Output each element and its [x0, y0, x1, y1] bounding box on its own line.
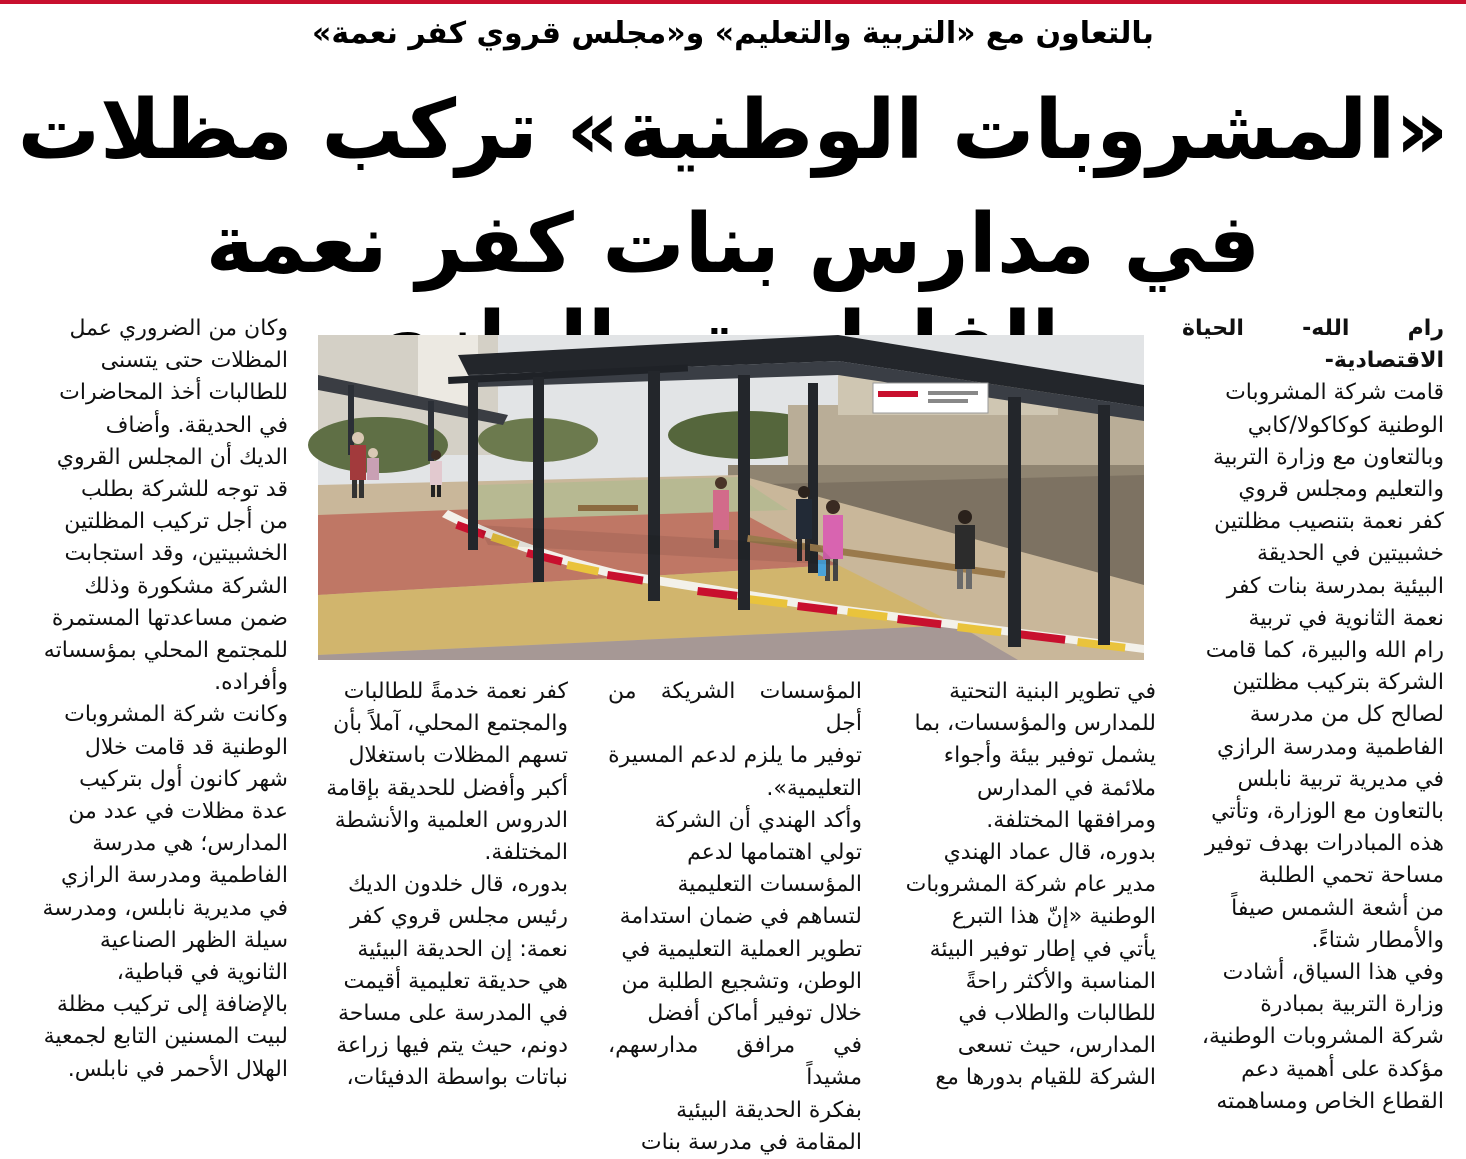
article-column-1 [1182, 313, 1444, 1114]
article-column-2 [902, 676, 1156, 1098]
column-3-text: المؤسسات الشريكة من أجل توفير ما يلزم لدعم المسيرة التعليمية». وأكد الهندي أن الشركة تولي اهتمامها لدعم المؤسسات التعليمية لتساهم في ضمان استدامة تطوير العملية التعليمية في الوطن، وتشجيع الطلبة من خلال توفير أماكن أفضل في مرافق مدارسهم، مشيداً بفكرة الحديقة البيئية المقامة في مدرسة بنات [608, 679, 862, 1155]
column-2-text: في تطوير البنية التحتية للمدارس والمؤسسات، بما يشمل توفير بيئة وأجواء ملائمة في المدارس ومرافقها المختلفة. بدوره، قال عماد الهندي مدير عام شركة المشروبات الوطنية «إنّ هذا التبرع يأتي في إطار توفير البيئة المناسبة والأكثر راحةً للطالبات والطلاب في المدارس، حيث تسعى الشركة للقيام بدورها مع [905, 679, 1156, 1091]
byline: رام الله- الحياة الاقتصادية- [1182, 316, 1444, 374]
article-kicker: بالتعاون مع «التربية والتعليم» و«مجلس قروي كفر نعمة» [312, 16, 1154, 51]
headline-line-2: في مدارس بنات كفر نعمة [205, 197, 1261, 292]
article-column-5 [30, 313, 288, 1098]
article-column-4 [318, 676, 568, 1098]
headline-line-1: «المشروبات الوطنية» تركب مظلات [17, 83, 1449, 178]
column-5-text: وكان من الضروري عمل المظلات حتى يتسنى للطالبات أخذ المحاضرات في الحديقة. وأضاف الديك أن المجلس القروي قد توجه للشركة بطلب من أجل تركيب المظلتين الخشبيتين، وقد استجابت الشركة مشكورة وذلك ضمن مساعدتها المستمرة للمجتمع المحلي بمؤسساته وأفراده. وكانت شركة المشروبات الوطنية قد قامت خلال شهر كانون أول بتركيب عدة مظلات في عدد من المدارس؛ هي مدرسة الفاطمية ومدرسة الرازي في مديرية نابلس، ومدرسة سيلة الظهر الصناعية الثانوية في قباطية، بالإضافة إلى تركيب مظلة لبيت المسنين التابع لجمعية الهلال الأحمر في نابلس. [42, 316, 288, 1082]
column-4-text: كفر نعمة خدمةً للطالبات والمجتمع المحلي، آملاً بأن تسهم المظلات باستغلال أكبر وأفضل للحديقة بإقامة الدروس العلمية والأنشطة المختلفة. بدوره، قال خلدون الديك رئيس مجلس قروي كفر نعمة: إن الحديقة البيئية هي حديقة تعليمية أقيمت في المدرسة على مساحة دونم، حيث يتم فيها زراعة نباتات بواسطة الدفيئات، [326, 679, 568, 1091]
article-column-3 [608, 676, 862, 1155]
article-photo [318, 335, 1144, 660]
column-1-text: قامت شركة المشروبات الوطنية كوكاكولا/كابي وبالتعاون مع وزارة التربية والتعليم ومجلس قروي كفر نعمة بتنصيب مظلتين خشبيتين في الحديقة البيئية بمدرسة بنات كفر نعمة الثانوية في تربية رام الله والبيرة، كما قامت الشركة بتركيب مظلتين لصالح كل من مدرسة الفاطمية ومدرسة الرازي في مديرية تربية نابلس بالتعاون مع الوزارة، وتأتي هذه المبادرات بهدف توفير مساحة تحمي الطلبة من أشعة الشمس صيفاً والأمطار شتاءً. وفي هذا السياق، أشادت وزارة التربية بمبادرة شركة المشروبات الوطنية، مؤكدة على أهمية دعم القطاع الخاص ومساهمته [1201, 380, 1444, 1114]
top-accent-line [0, 0, 1466, 4]
